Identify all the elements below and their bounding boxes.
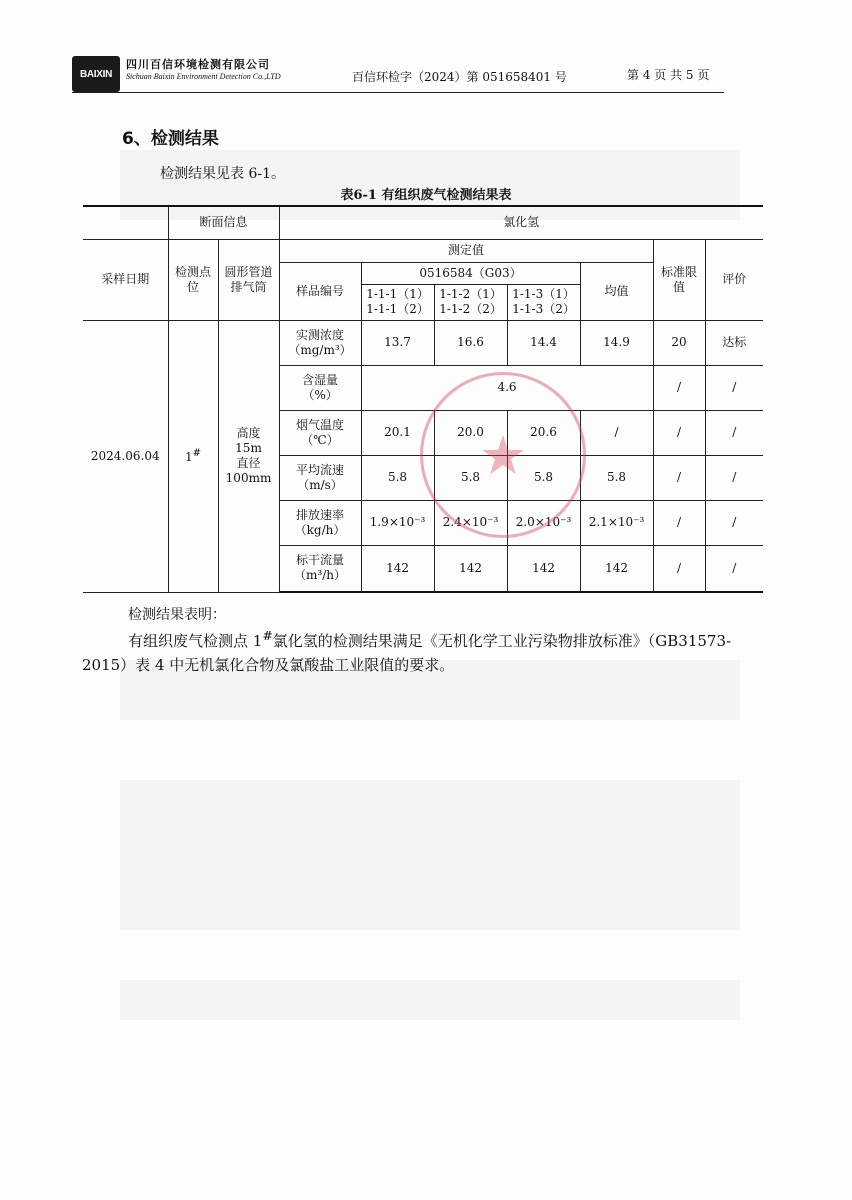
- evaluation-cell: /: [705, 455, 763, 500]
- standard-cell: /: [653, 455, 705, 500]
- sample-id-2: 1-1-2（1） 1-1-2（2）: [434, 284, 507, 320]
- param-label: 排放速率 （kg/h）: [279, 500, 361, 545]
- avg-cell: 142: [580, 545, 653, 592]
- param-label: 平均流速 （m/s）: [279, 455, 361, 500]
- param-label: 实测浓度 （mg/m³）: [279, 320, 361, 365]
- value-cell: 5.8: [434, 455, 507, 500]
- section-info-header: 断面信息: [168, 206, 279, 239]
- standard-cell: /: [653, 545, 705, 592]
- measured-header: 测定值: [279, 239, 653, 262]
- value-cell: 14.4: [507, 320, 580, 365]
- star-icon: ★: [478, 423, 528, 487]
- value-cell: 142: [361, 545, 434, 592]
- results-table: [83, 205, 763, 593]
- table-title: 表6-1 有组织废气检测结果表: [340, 188, 512, 203]
- point-header: 检测点位: [168, 239, 218, 320]
- evaluation-header: 评价: [705, 239, 763, 320]
- sample-id-3: 1-1-3（1） 1-1-3（2）: [507, 284, 580, 320]
- value-cell: 2.0×10⁻³: [507, 500, 580, 545]
- standard-cell: /: [653, 365, 705, 410]
- duct-info: 高度 15m 直径 100mm: [218, 320, 279, 592]
- page-header: [72, 48, 722, 94]
- value-cell: 20.0: [434, 410, 507, 455]
- duct-header: 圆形管道排气筒: [218, 239, 279, 320]
- value-cell: 5.8: [361, 455, 434, 500]
- standard-cell: /: [653, 410, 705, 455]
- standard-cell: 20: [653, 320, 705, 365]
- section-title: 6、检测结果: [122, 129, 219, 149]
- page-number: 第 4 页 共 5 页: [627, 68, 710, 82]
- avg-header: 均值: [580, 262, 653, 320]
- company-name-en: Sichuan Baixin Environment Detection Co.,LTD: [126, 72, 281, 81]
- report-number: 百信环检字（2024）第 051658401 号: [352, 70, 567, 84]
- value-cell: 20.6: [507, 410, 580, 455]
- value-cell: 1.9×10⁻³: [361, 500, 434, 545]
- table-row: [83, 239, 763, 262]
- value-cell: 142: [434, 545, 507, 592]
- conclusion-text: 有组织废气检测点 1#氯化氢的检测结果满足《无机化学工业污染物排放标准》（GB31573-2015）表 4 中无机氯化合物及氯酸盐工业限值的要求。: [82, 628, 732, 674]
- avg-cell: 5.8: [580, 455, 653, 500]
- merged-value-cell: 4.6: [361, 365, 653, 410]
- table-row: [83, 320, 763, 365]
- evaluation-cell: /: [705, 500, 763, 545]
- param-label: 标干流量 （m³/h）: [279, 545, 361, 592]
- header-divider: [72, 92, 724, 93]
- company-logo: [72, 56, 120, 92]
- value-cell: 13.7: [361, 320, 434, 365]
- avg-cell: 2.1×10⁻³: [580, 500, 653, 545]
- value-cell: 2.4×10⁻³: [434, 500, 507, 545]
- sample-id-1: 1-1-1（1） 1-1-1（2）: [361, 284, 434, 320]
- avg-cell: /: [580, 410, 653, 455]
- conclusion-heading: 检测结果表明：: [128, 607, 226, 623]
- pollutant-header: 氯化氢: [279, 206, 763, 239]
- sample-group-header: 0516584（G03）: [361, 262, 580, 284]
- table-row: [83, 206, 763, 239]
- standard-header: 标准限值: [653, 239, 705, 320]
- param-label: 烟气温度 （℃）: [279, 410, 361, 455]
- sample-no-header: 样品编号: [279, 262, 361, 320]
- logo-text: BAIXIN: [79, 68, 113, 80]
- evaluation-cell: /: [705, 365, 763, 410]
- sampling-date: 2024.06.04: [83, 320, 168, 592]
- param-label: 含湿量 （%）: [279, 365, 361, 410]
- date-header: 采样日期: [83, 239, 168, 320]
- evaluation-cell: /: [705, 545, 763, 592]
- evaluation-cell: /: [705, 410, 763, 455]
- standard-cell: /: [653, 500, 705, 545]
- avg-cell: 14.9: [580, 320, 653, 365]
- sampling-point: 1#: [168, 320, 218, 592]
- evaluation-cell: 达标: [705, 320, 763, 365]
- section-intro: 检测结果见表 6-1。: [160, 166, 285, 182]
- value-cell: 5.8: [507, 455, 580, 500]
- company-name-cn: 四川百信环境检测有限公司: [126, 58, 270, 71]
- value-cell: 16.6: [434, 320, 507, 365]
- value-cell: 142: [507, 545, 580, 592]
- value-cell: 20.1: [361, 410, 434, 455]
